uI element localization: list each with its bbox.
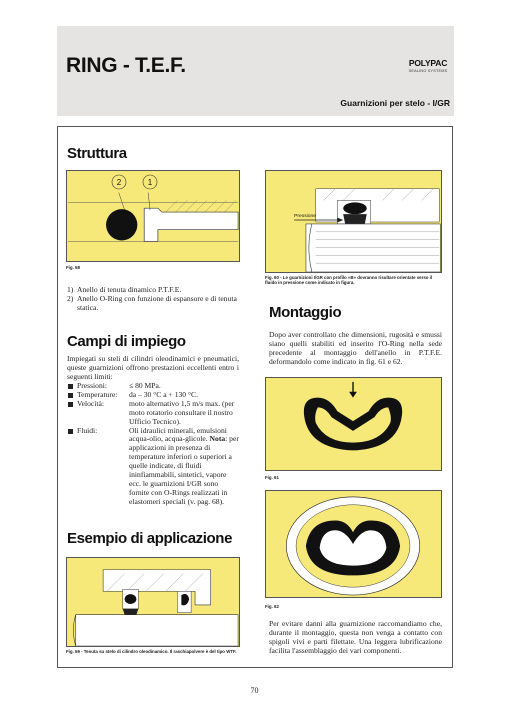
fig62-insertion-drawing <box>265 490 442 598</box>
fig60-label: Fig. 60 - Le guarnizioni I/GR con profilo «B» dovranno risultare orientate verso il fluido in pressione come indicato in figura. <box>265 275 433 286</box>
spec-fluids: Fluidi: Oli idraulici minerali, emulsioni acqua-olio, acqua-glicole. Nota: per applicazioni in presenza di temperature inferiori o superiori a quelle indicate, di fluidi ininfiammabili, sintetici, vapore ecc. le guarnizioni I/GR sono fornite con O-Rings realizzati in elastomeri speciali (v. pag. 68). <box>67 427 239 507</box>
fig62-label: Fig. 62 <box>265 604 279 609</box>
struttura-heading: Struttura <box>67 145 127 162</box>
list-item: 1) Anello di tenuta dinamico P.T.F.E. <box>67 285 182 294</box>
bullet-square-icon <box>68 393 73 398</box>
callout-2: 2 <box>116 178 122 187</box>
spec-pressure: Pressioni: ≤ 80 MPa. <box>67 382 239 391</box>
montaggio-heading: Montaggio <box>269 304 342 321</box>
brand-subtitle: SEALING SYSTEMS <box>408 69 448 73</box>
fig60-pressure-drawing <box>265 170 442 273</box>
brand-name: POLYPAC <box>408 58 448 68</box>
note-label: Nota <box>209 434 226 444</box>
fig58-label: Fig. 58 <box>66 265 80 270</box>
spec-list <box>67 382 239 507</box>
fig59-label: Fig. 59 - Tenuta su stelo di cilindro oleodinamico. Il raschiapolvere è del tipo WTF. <box>66 649 237 654</box>
montaggio-closing: Per evitare danni alla guarnizione raccomandiamo che, durante il montaggio, questa non venga a contatto con spigoli vivi e parti filettate. Una leggera lubrificazione facilita l'assemblaggio dei vari componenti. <box>269 619 442 655</box>
page-number: 70 <box>250 686 259 695</box>
fig62-svg <box>266 491 441 597</box>
callout-1: 1 <box>147 178 153 187</box>
bullet-square-icon <box>68 402 73 407</box>
fig61-deformation-drawing <box>265 377 442 471</box>
fig58-callouts <box>110 172 160 192</box>
fig61-label: Fig. 61 <box>265 475 279 480</box>
campi-heading: Campi di impiego <box>67 333 186 350</box>
pressure-label: Pressione <box>294 214 316 220</box>
montaggio-text: Dopo aver controllato che dimensioni, rugosità e smussi siano quelli stabiliti ed inserito l'O-Ring nella sede precedente al montaggio dell'anello in P.T.F.E. deformandolo come indicato in fig. 61 e 62. <box>269 330 442 366</box>
fig59-svg <box>67 558 239 646</box>
spec-temperature: Temperature: da – 30 °C a + 130 °C. <box>67 391 239 400</box>
page-title: RING - T.E.F. <box>66 54 186 77</box>
note-text: : per applicazioni in presenza di temperature inferiori o superiori a quelle indicate, di fluidi ininfiammabili, sintetici, vapore ecc. le guarnizioni I/GR sono fornite con O-Rings realizzati in elastomeri speciali (v. pag. 68). <box>129 434 239 506</box>
spec-speed: Velocità: moto alternativo 1,5 m/s max. (per moto rotatorio consultare il nostro Ufficio Tecnico). <box>67 400 239 427</box>
brand-logo <box>404 58 452 73</box>
list-item: 2) Anello O-Ring con funzione di espansore e di tenuta statica. <box>67 293 237 312</box>
bullet-square-icon <box>68 384 73 389</box>
fig60-svg <box>266 171 441 272</box>
page-subtitle: Guarnizioni per stelo - I/GR <box>340 98 450 108</box>
fig61-svg <box>266 378 441 470</box>
esempio-heading: Esempio di applicazione <box>67 530 233 547</box>
fig59-application-drawing <box>66 557 240 647</box>
campi-intro: Impiegati su steli di cilindri oleodinamici e pneumatici, queste guarnizioni offrono prestazioni eccellenti entro i seguenti limiti: <box>67 354 239 381</box>
struttura-list <box>67 286 239 313</box>
bullet-square-icon <box>68 429 73 434</box>
